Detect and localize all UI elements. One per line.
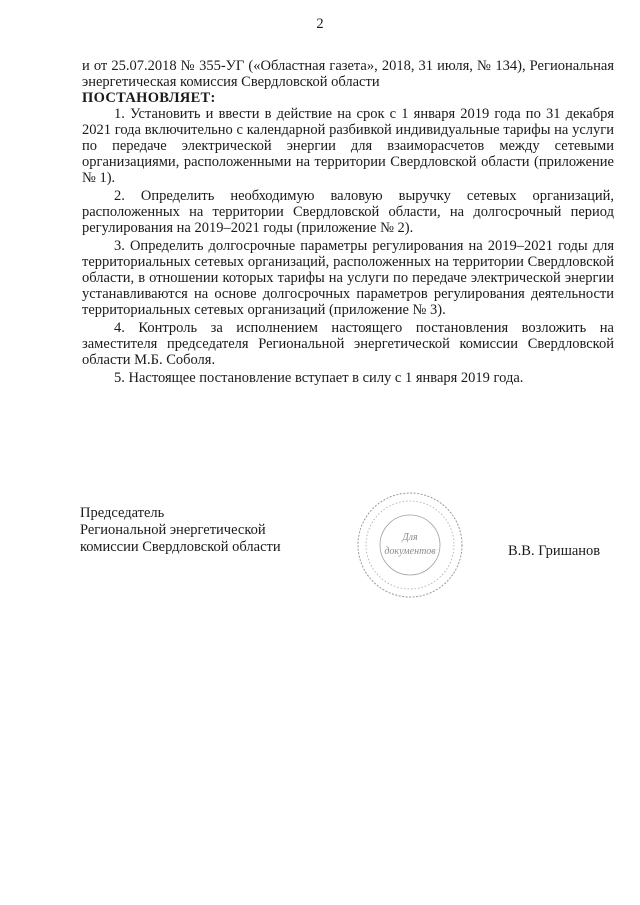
signer-name: В.В. Гришанов (508, 543, 601, 559)
signer-title-line-2: Региональной энергетической (80, 522, 266, 538)
page-number: 2 (316, 16, 324, 32)
clause-3: 3. Определить долгосрочные параметры регулирования на 2019–2021 годы для территориальных сетевых организаций, расположенных на территории Свердловской области, в отношении которых тарифы на услуги по передаче электрической энергии устанавливаются на основе долгосрочных параметров регулирования деятельности территориальных сетевых организаций (приложение № 3). (82, 238, 614, 318)
stamp-text-2: документов (384, 546, 436, 557)
official-stamp (355, 490, 465, 600)
clause-2: 2. Определить необходимую валовую выручку сетевых организаций, расположенных на территории Свердловской области, на долгосрочный период регулирования на 2019–2021 годы (приложение № 2). (82, 188, 614, 236)
decree-heading: ПОСТАНОВЛЯЕТ: (82, 90, 216, 106)
signer-title-line-3: комиссии Свердловской области (80, 539, 281, 555)
signature-block (80, 505, 281, 556)
clause-5: 5. Настоящее постановление вступает в силу с 1 января 2019 года. (114, 370, 524, 386)
intro-paragraph: и от 25.07.2018 № 355-УГ («Областная газета», 2018, 31 июля, № 134), Региональная энергетическая комиссия Свердловской области (82, 58, 614, 90)
document-body (82, 58, 614, 386)
clause-4: 4. Контроль за исполнением настоящего постановления возложить на заместителя председателя Региональной энергетической комиссии Свердловской области М.Б. Соболя. (82, 320, 614, 368)
stamp-text-1: Для (402, 532, 418, 543)
clause-1: 1. Установить и ввести в действие на срок с 1 января 2019 года по 31 декабря 2021 года включительно с календарной разбивкой индивидуальные тарифы на услуги по передаче электрической энергии для взаиморасчетов между сетевыми организациями, расположенными на территории Свердловской области (приложение № 1). (82, 106, 614, 186)
signer-title-line-1: Председатель (80, 505, 165, 521)
